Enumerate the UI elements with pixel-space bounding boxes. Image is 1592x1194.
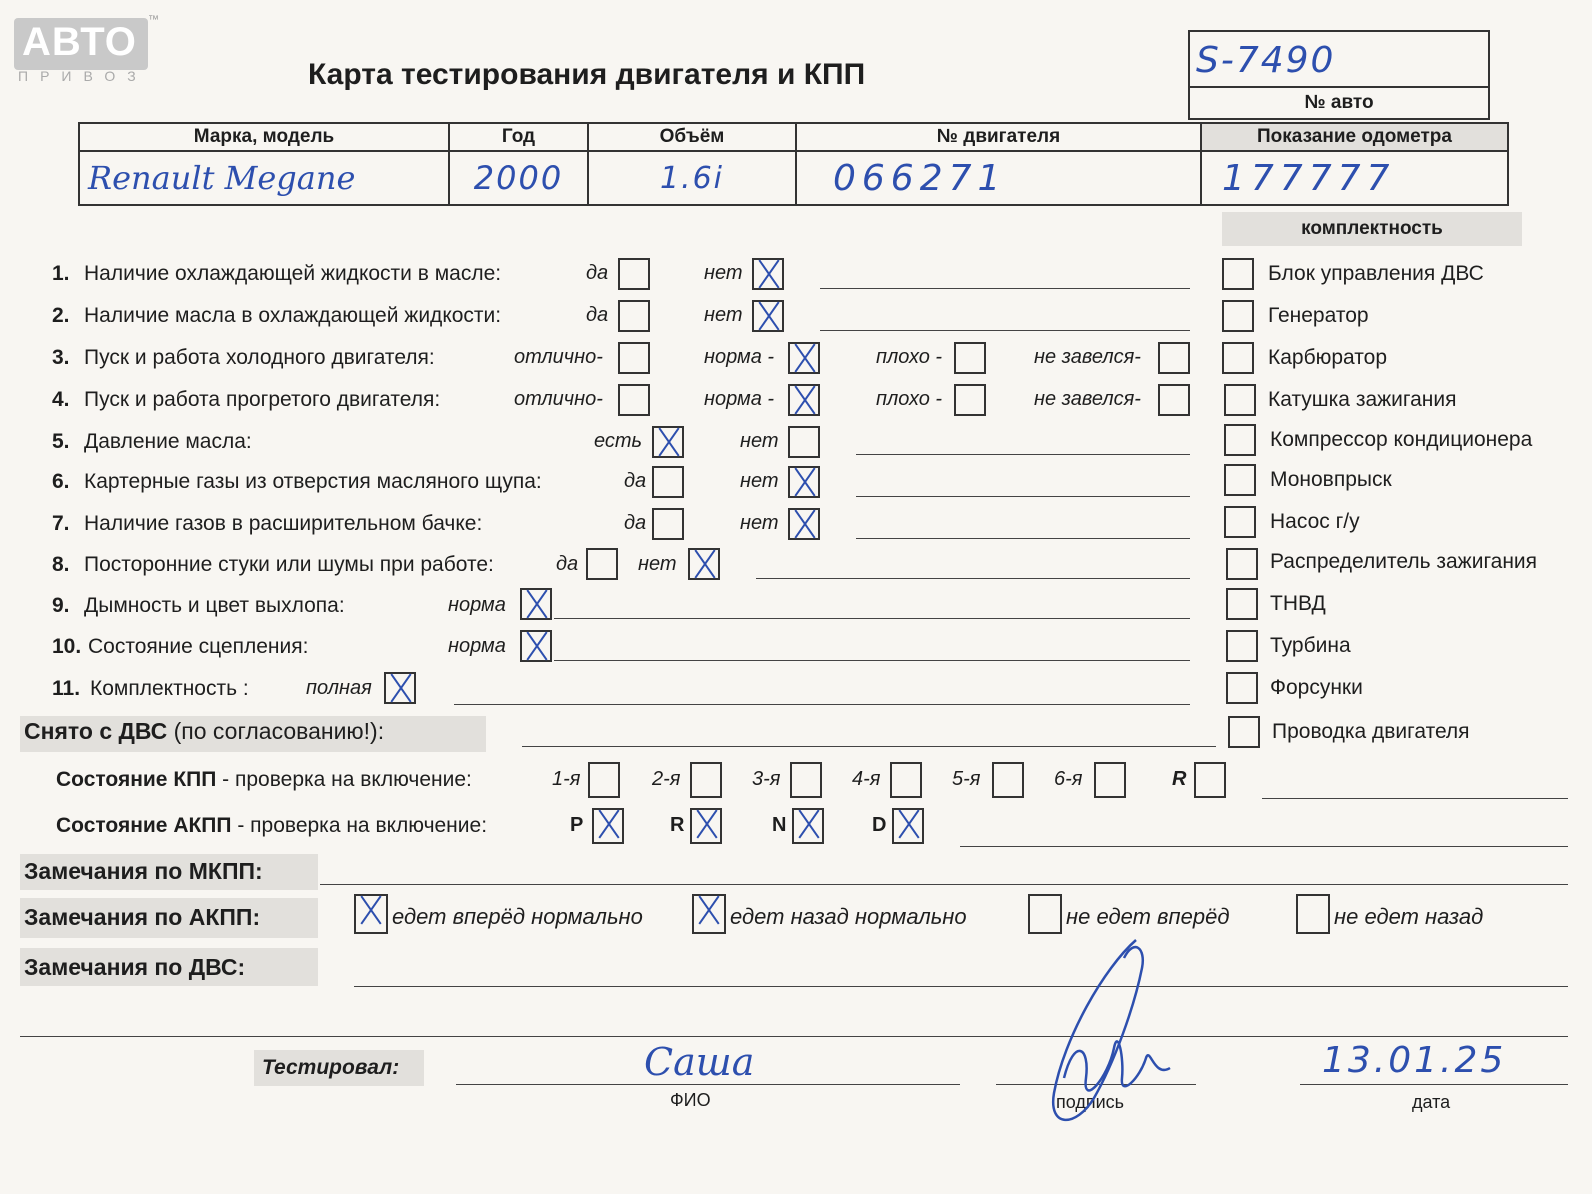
komplekt-label-ps-pump: Насос г/у bbox=[1270, 510, 1360, 533]
komplekt-label-generator: Генератор bbox=[1268, 304, 1369, 327]
q3-opt-not-started: не завелся- bbox=[1034, 346, 1141, 368]
kpp-gear-r-label: R bbox=[1172, 768, 1187, 790]
q1-checkbox-da[interactable] bbox=[618, 258, 650, 290]
q8-note-line[interactable] bbox=[756, 578, 1190, 579]
q11-number: 11. bbox=[52, 677, 81, 700]
car-number-box bbox=[1188, 30, 1490, 120]
date-value[interactable]: 13.01.25 bbox=[1322, 1040, 1507, 1081]
akpp-gear-d-label: D bbox=[872, 814, 887, 836]
q4-checkbox-excellent[interactable] bbox=[618, 384, 650, 416]
q1-note-line[interactable] bbox=[820, 288, 1190, 289]
engine-no-value[interactable]: 066271 bbox=[796, 151, 1201, 205]
kpp-gear-2-checkbox[interactable] bbox=[690, 762, 722, 798]
q3-text: Пуск и работа холодного двигателя: bbox=[84, 346, 435, 369]
q3-opt-normal: норма - bbox=[704, 346, 775, 368]
q3-checkbox-normal[interactable] bbox=[788, 342, 820, 374]
q10-note-line[interactable] bbox=[554, 660, 1190, 661]
q4-opt-normal: норма - bbox=[704, 388, 775, 410]
q7-checkbox-net[interactable] bbox=[788, 508, 820, 540]
kpp-label bbox=[56, 768, 472, 792]
q4-checkbox-normal[interactable] bbox=[788, 384, 820, 416]
q8-number: 8. bbox=[52, 553, 70, 576]
tested-by-label: Тестировал: bbox=[262, 1056, 400, 1079]
q1-checkbox-net[interactable] bbox=[752, 258, 784, 290]
komplekt-checkbox-engine-wiring[interactable] bbox=[1228, 716, 1260, 748]
komplekt-label-injectors: Форсунки bbox=[1270, 676, 1363, 699]
komplekt-label-injection-pump: ТНВД bbox=[1270, 592, 1326, 615]
q4-checkbox-not-started[interactable] bbox=[1158, 384, 1190, 416]
col-head-odometer: Показание одометра bbox=[1201, 123, 1508, 151]
akpp-backward-ok-checkbox[interactable] bbox=[692, 894, 726, 934]
car-number-value[interactable]: S-7490 bbox=[1196, 40, 1336, 81]
komplekt-label-ac-compressor: Компрессор кондиционера bbox=[1270, 428, 1533, 451]
akpp-label bbox=[56, 814, 487, 838]
q9-opt-normal: норма bbox=[448, 594, 506, 616]
q11-note-line[interactable] bbox=[454, 704, 1190, 705]
col-head-year: Год bbox=[449, 123, 588, 151]
name-line-label: ФИО bbox=[670, 1090, 711, 1110]
q5-checkbox-yes[interactable] bbox=[652, 426, 684, 458]
kpp-gear-3-checkbox[interactable] bbox=[790, 762, 822, 798]
akpp-gear-r-checkbox[interactable] bbox=[690, 808, 722, 844]
q10-text: Состояние сцепления: bbox=[88, 635, 309, 658]
remarks-dvs-label: Замечания по ДВС: bbox=[24, 954, 246, 980]
q8-opt-da: да bbox=[556, 553, 579, 575]
akpp-no-backward-checkbox[interactable] bbox=[1296, 894, 1330, 934]
q2-number: 2. bbox=[52, 304, 70, 327]
kpp-gear-6-checkbox[interactable] bbox=[1094, 762, 1126, 798]
kpp-gear-1-checkbox[interactable] bbox=[588, 762, 620, 798]
signature-line-label: подпись bbox=[1056, 1092, 1125, 1112]
q3-checkbox-excellent[interactable] bbox=[618, 342, 650, 374]
q7-opt-net: нет bbox=[740, 512, 779, 534]
vehicle-info-header-row bbox=[79, 123, 1508, 151]
name-line[interactable] bbox=[456, 1084, 960, 1085]
q8-opt-net: нет bbox=[638, 553, 677, 575]
q2-text: Наличие масла в охлаждающей жидкости: bbox=[84, 304, 502, 327]
q6-checkbox-net[interactable] bbox=[788, 466, 820, 498]
q2-opt-da: да bbox=[586, 304, 609, 326]
komplekt-label-ecu: Блок управления ДВС bbox=[1268, 262, 1484, 285]
q5-text: Давление масла: bbox=[84, 430, 252, 453]
komplekt-checkbox-distributor[interactable] bbox=[1226, 548, 1258, 580]
q6-checkbox-da[interactable] bbox=[652, 466, 684, 498]
q7-checkbox-da[interactable] bbox=[652, 508, 684, 540]
akpp-no-backward-label: не едет назад bbox=[1334, 904, 1484, 929]
q9-checkbox-normal[interactable] bbox=[520, 588, 552, 620]
q5-opt-yes: есть bbox=[594, 430, 643, 452]
q8-text: Посторонние стуки или шумы при работе: bbox=[84, 553, 494, 576]
q10-checkbox-normal[interactable] bbox=[520, 630, 552, 662]
q1-number: 1. bbox=[52, 262, 70, 285]
q3-opt-bad: плохо - bbox=[876, 346, 943, 368]
remarks-dvs-line-2[interactable] bbox=[20, 1036, 1568, 1037]
komplekt-checkbox-ecu[interactable] bbox=[1222, 258, 1254, 290]
komplekt-label-engine-wiring: Проводка двигателя bbox=[1272, 720, 1470, 743]
q6-opt-net: нет bbox=[740, 470, 779, 492]
komplekt-checkbox-injection-pump[interactable] bbox=[1226, 588, 1258, 620]
q2-checkbox-net[interactable] bbox=[752, 300, 784, 332]
q10-opt-normal: норма bbox=[448, 635, 506, 657]
q4-opt-excellent: отлично- bbox=[514, 388, 603, 410]
q4-number: 4. bbox=[52, 388, 70, 411]
q5-opt-no: нет bbox=[740, 430, 779, 452]
akpp-label-bold: Состояние АКПП bbox=[56, 814, 232, 837]
page-title: Карта тестирования двигателя и КПП bbox=[308, 58, 866, 91]
q11-checkbox-full[interactable] bbox=[384, 672, 416, 704]
kpp-gear-2-label: 2-я bbox=[652, 768, 681, 790]
q5-number: 5. bbox=[52, 430, 70, 453]
logo-sub: ПРИВОЗ bbox=[18, 68, 148, 84]
komplekt-checkbox-injectors[interactable] bbox=[1226, 672, 1258, 704]
komplekt-checkbox-carburetor[interactable] bbox=[1222, 342, 1254, 374]
q11-text: Комплектность : bbox=[90, 677, 249, 700]
model-value[interactable]: Renault Megane bbox=[79, 151, 449, 205]
q8-checkbox-net[interactable] bbox=[688, 548, 720, 580]
year-value[interactable]: 2000 bbox=[449, 151, 588, 205]
remarks-akpp-label: Замечания по АКПП: bbox=[24, 904, 261, 930]
akpp-gear-p-checkbox[interactable] bbox=[592, 808, 624, 844]
komplekt-checkbox-mono-injection[interactable] bbox=[1224, 464, 1256, 496]
remarks-mkpp-line[interactable] bbox=[320, 884, 1568, 885]
komplekt-title: комплектность bbox=[1301, 218, 1443, 239]
kpp-label-bold: Состояние КПП bbox=[56, 768, 217, 791]
q2-checkbox-da[interactable] bbox=[618, 300, 650, 332]
q9-number: 9. bbox=[52, 594, 70, 617]
vehicle-info-value-row bbox=[79, 151, 1508, 205]
kpp-gear-4-label: 4-я bbox=[852, 768, 881, 790]
kpp-label-normal: - проверка на включение: bbox=[216, 768, 472, 791]
q1-opt-da: да bbox=[586, 262, 609, 284]
q11-opt-full: полная bbox=[306, 677, 372, 699]
akpp-gear-n-checkbox[interactable] bbox=[792, 808, 824, 844]
col-head-model: Марка, модель bbox=[79, 123, 449, 151]
komplekt-label-turbine: Турбина bbox=[1270, 634, 1351, 657]
q9-note-line[interactable] bbox=[554, 618, 1190, 619]
odometer-value[interactable]: 177777 bbox=[1201, 151, 1508, 205]
kpp-gear-3-label: 3-я bbox=[752, 768, 781, 790]
akpp-forward-ok-checkbox[interactable] bbox=[354, 894, 388, 934]
q10-number: 10. bbox=[52, 635, 82, 658]
akpp-label-normal: - проверка на включение: bbox=[231, 814, 488, 837]
q1-text: Наличие охлаждающей жидкости в масле: bbox=[84, 262, 502, 285]
q4-opt-bad: плохо - bbox=[876, 388, 943, 410]
kpp-gear-1-label: 1-я bbox=[552, 768, 581, 790]
removed-note-line[interactable] bbox=[522, 746, 1216, 747]
q6-opt-da: да bbox=[624, 470, 647, 492]
akpp-gear-r-label: R bbox=[670, 814, 685, 836]
q3-checkbox-not-started[interactable] bbox=[1158, 342, 1190, 374]
komplekt-label-ignition-coil: Катушка зажигания bbox=[1268, 388, 1457, 411]
q4-opt-not-started: не завелся- bbox=[1034, 388, 1141, 410]
akpp-forward-ok-label: едет вперёд нормально bbox=[392, 904, 643, 929]
q6-note-line[interactable] bbox=[856, 496, 1190, 497]
q5-note-line[interactable] bbox=[856, 454, 1190, 455]
q3-number: 3. bbox=[52, 346, 70, 369]
date-line-label: дата bbox=[1412, 1092, 1451, 1112]
car-number-label: № авто bbox=[1304, 92, 1374, 113]
volume-value[interactable]: 1.6i bbox=[588, 151, 796, 205]
remarks-mkpp-label: Замечания по МКПП: bbox=[24, 858, 263, 884]
kpp-note-line[interactable] bbox=[1262, 798, 1568, 799]
removed-label bbox=[24, 718, 384, 745]
komplekt-label-distributor: Распределитель зажигания bbox=[1270, 550, 1538, 573]
q7-number: 7. bbox=[52, 512, 70, 535]
komplekt-checkbox-ignition-coil[interactable] bbox=[1224, 384, 1256, 416]
kpp-gear-4-checkbox[interactable] bbox=[890, 762, 922, 798]
q2-opt-net: нет bbox=[704, 304, 743, 326]
q7-note-line[interactable] bbox=[856, 538, 1190, 539]
akpp-backward-ok-label: едет назад нормально bbox=[730, 904, 967, 929]
q8-checkbox-da[interactable] bbox=[586, 548, 618, 580]
q6-number: 6. bbox=[52, 470, 70, 493]
kpp-gear-5-checkbox[interactable] bbox=[992, 762, 1024, 798]
col-head-volume: Объём bbox=[588, 123, 796, 151]
q3-opt-excellent: отлично- bbox=[514, 346, 603, 368]
kpp-gear-r-checkbox[interactable] bbox=[1194, 762, 1226, 798]
komplekt-label-mono-injection: Моновпрыск bbox=[1270, 468, 1392, 491]
removed-label-normal: (по согласованию!): bbox=[167, 718, 385, 744]
komplekt-checkbox-ps-pump[interactable] bbox=[1224, 506, 1256, 538]
komplekt-checkbox-ac-compressor[interactable] bbox=[1224, 424, 1256, 456]
komplekt-label-carburetor: Карбюратор bbox=[1268, 346, 1388, 369]
logo-main: АВТО bbox=[22, 20, 137, 64]
kpp-gear-6-label: 6-я bbox=[1054, 768, 1083, 790]
komplekt-title-cell bbox=[1222, 212, 1522, 246]
remarks-dvs-line[interactable] bbox=[354, 986, 1568, 987]
car-number-label-cell bbox=[1190, 86, 1488, 118]
q6-text: Картерные газы из отверстия масляного щупа: bbox=[84, 470, 542, 493]
q7-text: Наличие газов в расширительном бачке: bbox=[84, 512, 483, 535]
akpp-gear-d-checkbox[interactable] bbox=[892, 808, 924, 844]
removed-label-bold: Снято с ДВС bbox=[24, 718, 168, 744]
vehicle-info-table bbox=[78, 122, 1509, 206]
q9-text: Дымность и цвет выхлопа: bbox=[84, 594, 345, 617]
logo-tm: ™ bbox=[148, 14, 159, 26]
q2-note-line[interactable] bbox=[820, 330, 1190, 331]
q7-opt-da: да bbox=[624, 512, 647, 534]
handwritten-signature bbox=[1024, 928, 1194, 1138]
akpp-note-line[interactable] bbox=[960, 846, 1568, 847]
q4-text: Пуск и работа прогретого двигателя: bbox=[84, 388, 441, 411]
logo bbox=[14, 18, 148, 70]
q1-opt-net: нет bbox=[704, 262, 743, 284]
q5-checkbox-no[interactable] bbox=[788, 426, 820, 458]
akpp-no-forward-label: не едет вперёд bbox=[1066, 904, 1230, 929]
akpp-gear-n-label: N bbox=[772, 814, 787, 836]
tester-name-value[interactable]: Саша bbox=[644, 1040, 755, 1084]
komplekt-checkbox-generator[interactable] bbox=[1222, 300, 1254, 332]
kpp-gear-5-label: 5-я bbox=[952, 768, 981, 790]
q4-checkbox-bad[interactable] bbox=[954, 384, 986, 416]
date-line[interactable] bbox=[1300, 1084, 1568, 1085]
col-head-engine-no: № двигателя bbox=[796, 123, 1201, 151]
akpp-gear-p-label: P bbox=[570, 814, 584, 836]
q3-checkbox-bad[interactable] bbox=[954, 342, 986, 374]
komplekt-checkbox-turbine[interactable] bbox=[1226, 630, 1258, 662]
